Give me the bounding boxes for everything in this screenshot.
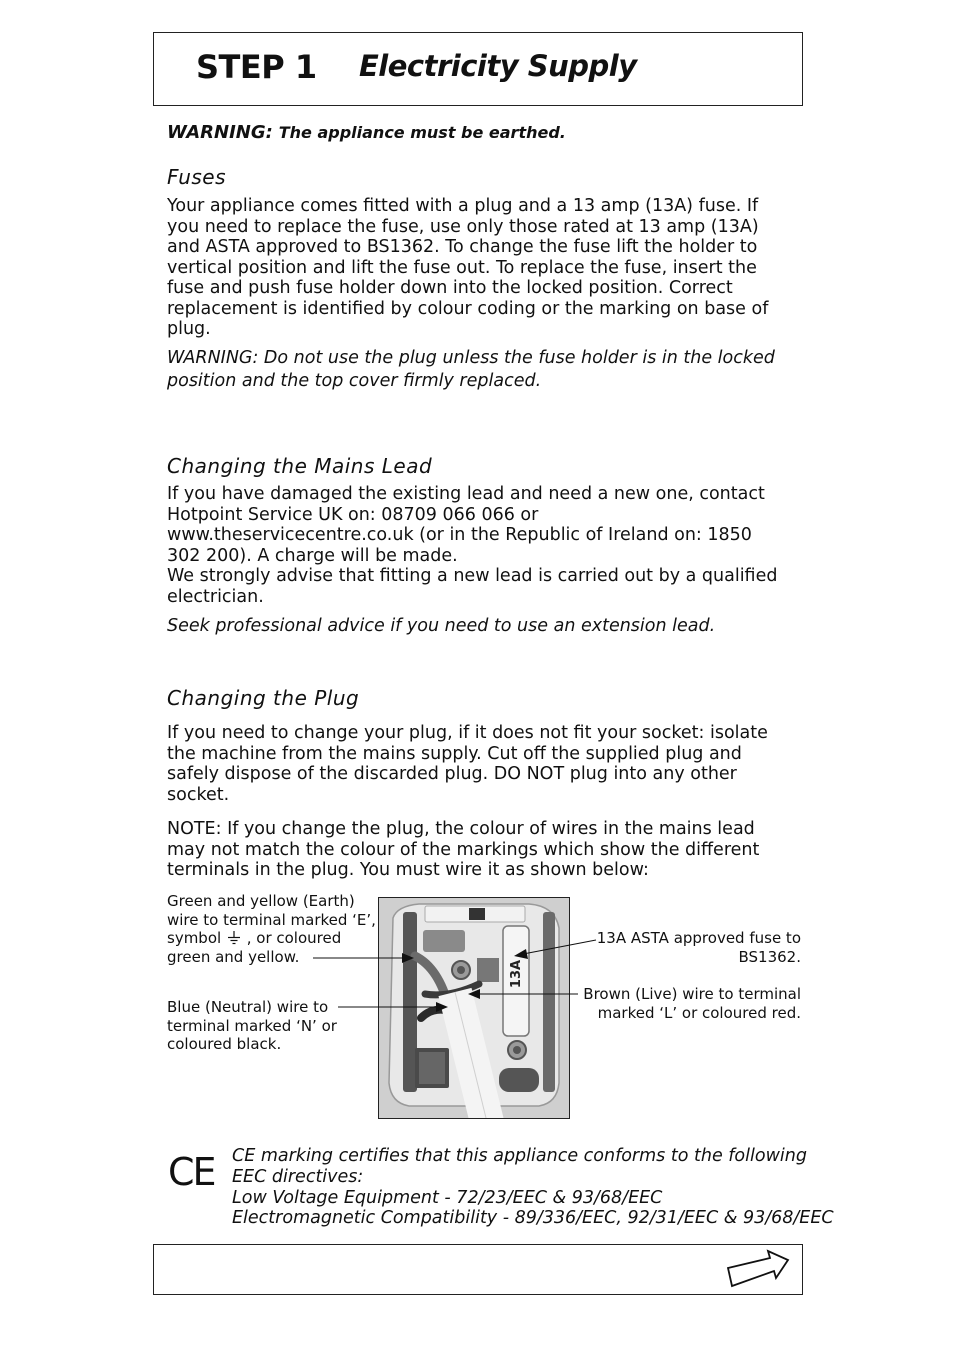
page-title: Electricity Supply xyxy=(359,49,637,83)
fuse-warning-line: position and the top cover firmly replaced. xyxy=(167,371,542,391)
caption-line: Blue (Neutral) wire to xyxy=(167,998,329,1016)
footer-box xyxy=(153,1244,803,1295)
plug-line: socket. xyxy=(167,784,230,805)
extension-lead-advice: Seek professional advice if you need to use an extension lead. xyxy=(167,616,716,636)
mains-lead-line: www.theservicecentre.co.uk (or in the Republic of Ireland on: 1850 xyxy=(167,525,752,545)
live-arrowhead xyxy=(468,989,480,999)
fuses-line: vertical position and lift the fuse out. To replace the fuse, insert the xyxy=(167,257,757,278)
fuses-line: Your appliance comes fitted with a plug and a 13 amp (13A) fuse. If xyxy=(167,196,759,216)
plug-line: safely dispose of the discarded plug. DO NOT plug into any other xyxy=(167,764,737,784)
neutral-arrowhead xyxy=(436,1002,448,1012)
mains-lead-heading: Changing the Mains Lead xyxy=(167,454,433,478)
fuse-warning-line: WARNING: Do not use the plug unless the fuse holder is in the locked xyxy=(167,348,775,368)
ce-line: Low Voltage Equipment - 72/23/EEC & 93/68/EEC xyxy=(232,1187,663,1208)
step-label: STEP 1 xyxy=(196,48,317,86)
mains-lead-line: Hotpoint Service UK on: 08709 066 066 or xyxy=(167,504,539,525)
ce-mark-logo: CE xyxy=(168,1150,215,1194)
caption-line: BS1362. xyxy=(738,947,801,966)
caption-line: Brown (Live) wire to terminal xyxy=(583,985,801,1003)
note-line: may not match the colour of the markings which show the different xyxy=(167,839,760,860)
next-page-arrow-icon[interactable] xyxy=(724,1248,792,1292)
earth-arrowhead xyxy=(402,953,414,963)
fuses-line: replacement is identified by colour coding or the marking on base of xyxy=(167,298,769,319)
fuses-heading: Fuses xyxy=(167,165,227,189)
caption-line: 13A ASTA approved fuse to xyxy=(596,929,801,947)
plug-line: the machine from the mains supply. Cut off the supplied plug and xyxy=(167,743,742,764)
caption-line: terminal marked ‘N’ or xyxy=(167,1016,337,1035)
note-line: NOTE: If you change the plug, the colour of wires in the mains lead xyxy=(167,819,755,839)
fuse-marking: 13A xyxy=(509,959,524,989)
fuse-leader-line xyxy=(518,940,596,955)
ce-line: EEC directives: xyxy=(232,1166,364,1187)
fuses-line: fuse and push fuse holder down into the locked position. Correct xyxy=(167,278,733,298)
mains-lead-line: 302 200). A charge will be made. xyxy=(167,545,458,566)
caption-line: marked ‘L’ or coloured red. xyxy=(597,1003,801,1022)
caption-line: green and yellow. xyxy=(167,947,300,966)
warning-text: The appliance must be earthed. xyxy=(278,123,566,142)
caption-line: coloured black. xyxy=(167,1035,282,1053)
caption-line: Green and yellow (Earth) xyxy=(167,892,355,910)
fuses-line: and ASTA approved to BS1362. To change the fuse lift the holder to xyxy=(167,237,758,257)
caption-fragment: , or coloured xyxy=(246,929,342,947)
mains-lead-line: We strongly advise that fitting a new lead is carried out by a qualified xyxy=(167,566,778,586)
mains-lead-line: If you have damaged the existing lead and need a new one, contact xyxy=(167,484,765,504)
plug-heading: Changing the Plug xyxy=(167,686,360,710)
ce-line: Electromagnetic Compatibility - 89/336/EEC, 92/31/EEC & 93/68/EEC xyxy=(232,1208,834,1229)
mains-lead-line: electrician. xyxy=(167,586,264,607)
ce-statement xyxy=(232,1146,832,1229)
fuses-line: plug. xyxy=(167,319,211,339)
fuse-arrowhead xyxy=(514,949,528,959)
warning-lead: WARNING: xyxy=(167,122,273,143)
fuses-line: you need to replace the fuse, use only those rated at 13 amp (13A) xyxy=(167,216,759,237)
caption-line: wire to terminal marked ‘E’, xyxy=(167,910,376,929)
note-line: terminals in the plug. You must wire it as shown below: xyxy=(167,860,649,880)
ce-line: CE marking certifies that this appliance conforms to the following xyxy=(232,1146,807,1166)
caption-fragment: symbol xyxy=(167,929,222,947)
plug-line: If you need to change your plug, if it does not fit your socket: isolate xyxy=(167,723,768,743)
